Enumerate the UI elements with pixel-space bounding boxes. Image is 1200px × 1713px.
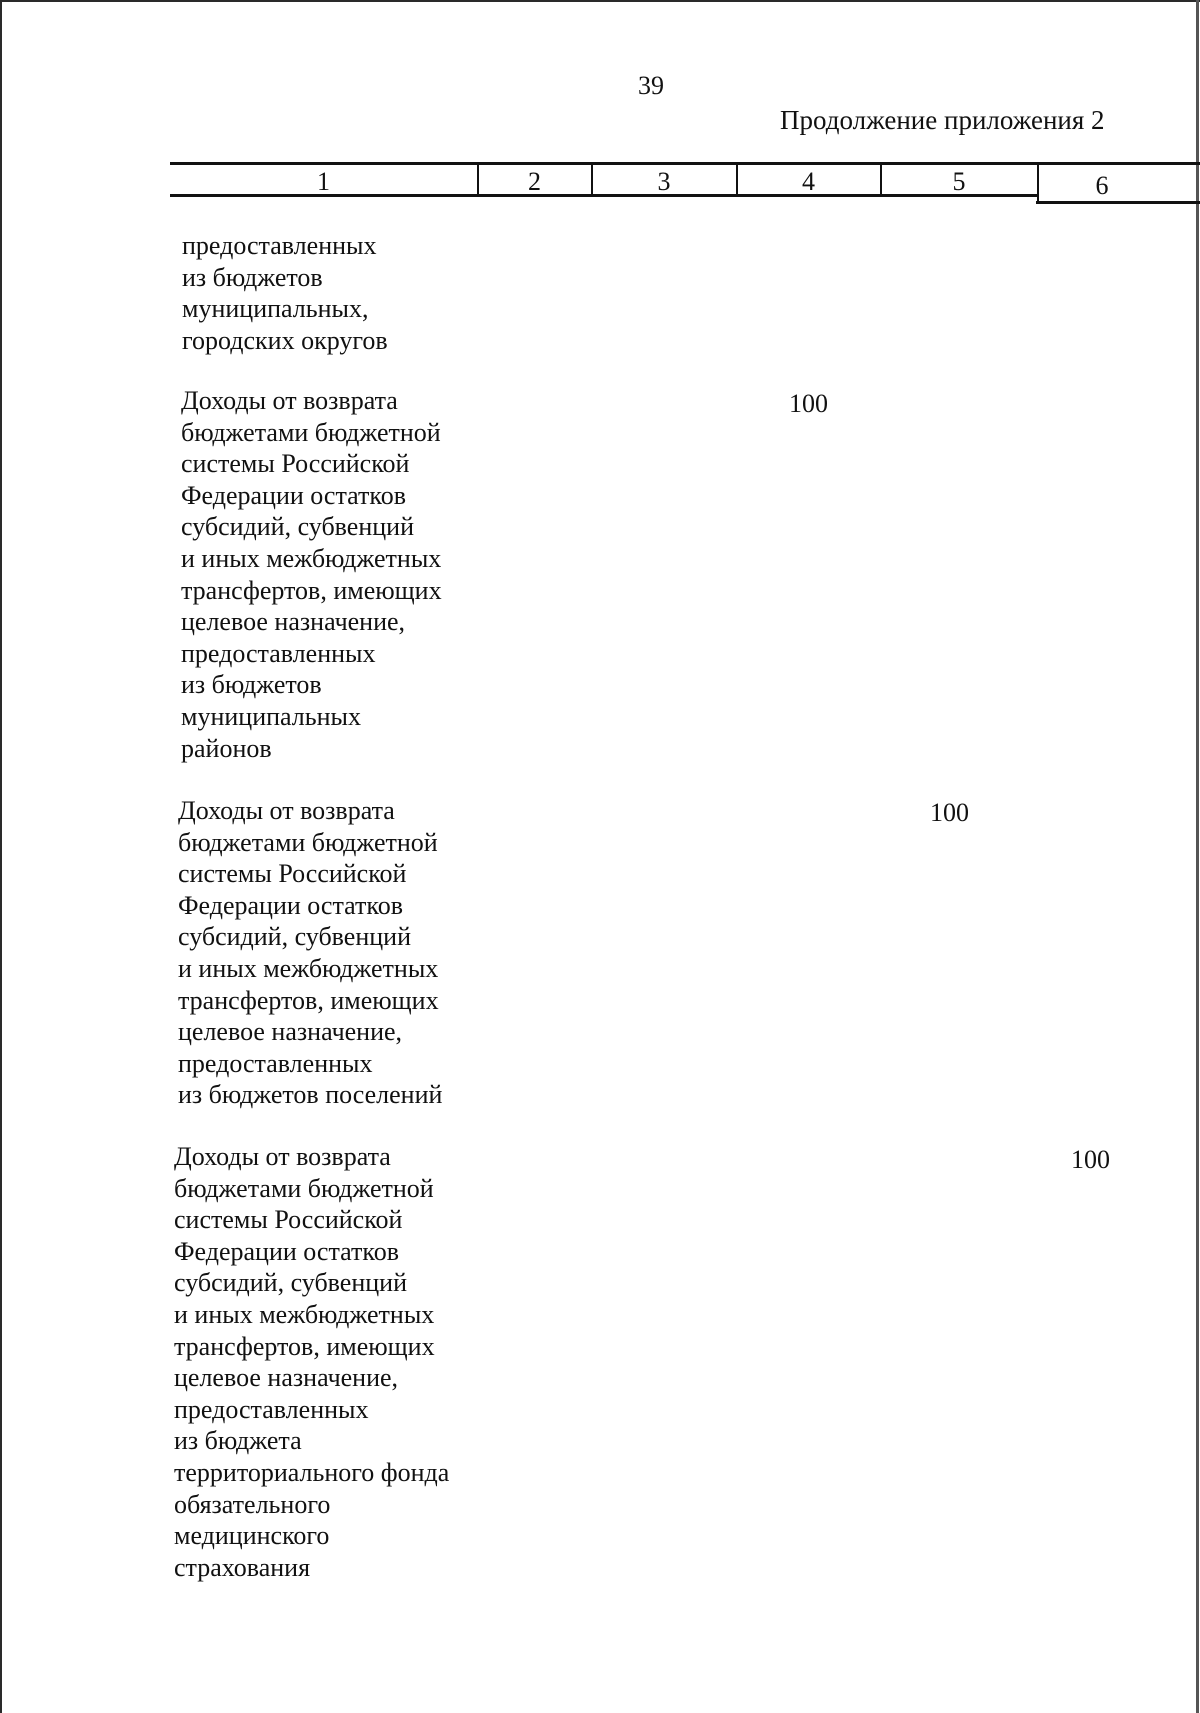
row-text-line: территориального фонда (174, 1457, 450, 1487)
row-text-line: Федерации остатков (181, 480, 406, 510)
row-text-line: системы Российской (178, 859, 407, 889)
table-row-territorial-fund (174, 1141, 449, 1583)
row-text-line: бюджетами бюджетной (181, 417, 441, 447)
row-text-line: предоставленных (178, 1048, 373, 1078)
row-text-line: муниципальных (181, 701, 362, 731)
row-text-line: субсидий, субвенций (178, 922, 411, 952)
row-text-line: субсидий, субвенций (174, 1268, 407, 1298)
row-text-line: Федерации остатков (178, 890, 403, 920)
row-text-line: бюджетами бюджетной (174, 1173, 434, 1203)
row-text-line: трансфертов, имеющих (178, 985, 439, 1015)
column-header-2: 2 (528, 167, 541, 196)
row-value-column-4: 100 (789, 389, 828, 418)
row-text-line: из бюджетов (182, 262, 323, 292)
row-text-line: системы Российской (174, 1205, 403, 1235)
row-text-line: и иных межбюджетных (181, 543, 442, 573)
row-text-line: и иных межбюджетных (174, 1299, 435, 1329)
row-text-line: городских округов (182, 325, 388, 355)
scan-edge-top (0, 0, 1200, 2)
scan-edge-left (0, 0, 2, 1713)
column-header-1: 1 (317, 167, 330, 196)
row-value-column-6: 100 (1071, 1145, 1110, 1174)
row-text-line: муниципальных, (182, 294, 369, 324)
row-text-line: трансфертов, имеющих (174, 1331, 435, 1361)
row-text-line: Доходы от возврата (181, 386, 398, 415)
row-text-line: субсидий, субвенций (181, 512, 414, 542)
row-text-line: районов (181, 733, 272, 763)
row-text-line: целевое назначение, (181, 607, 406, 637)
row-text-line: страхования (174, 1552, 311, 1582)
row-value-column-5: 100 (930, 798, 969, 827)
row-text-line: медицинского (174, 1521, 330, 1551)
page-number: 39 (638, 71, 664, 100)
row-text-line: бюджетами бюджетной (178, 827, 438, 857)
row-text-line: обязательного (174, 1489, 331, 1519)
column-header-5: 5 (952, 167, 966, 196)
column-header-4: 4 (802, 167, 815, 196)
row-text-line: Федерации остатков (174, 1236, 399, 1266)
row-text-line: и иных межбюджетных (178, 953, 439, 983)
row-text-line: целевое назначение, (178, 1017, 403, 1047)
table-row-municipal-districts (181, 385, 442, 764)
row-text-line: целевое назначение, (174, 1363, 399, 1393)
page-heading: Продолжение приложения 2 (780, 105, 1105, 135)
row-text-line: предоставленных (174, 1394, 369, 1424)
row-text-line: трансфертов, имеющих (181, 575, 442, 605)
row-text-line: Доходы от возврата (178, 796, 395, 825)
row-text-line: из бюджета (174, 1426, 302, 1456)
row-text-line: Доходы от возврата (174, 1142, 391, 1171)
row-text-line: из бюджетов поселений (178, 1080, 443, 1110)
row-text-line: системы Российской (181, 449, 410, 479)
column-header-3: 3 (657, 167, 671, 196)
row-text-line: предоставленных (182, 231, 377, 260)
column-header-6: 6 (1095, 171, 1109, 200)
table-row-settlements (178, 795, 442, 1111)
row-text-line: предоставленных (181, 638, 376, 668)
table-row-continuation (182, 230, 388, 356)
scan-edge-right (1196, 0, 1199, 1713)
row-text-line: из бюджетов (181, 670, 322, 700)
table-header-top-rule (170, 162, 1200, 165)
